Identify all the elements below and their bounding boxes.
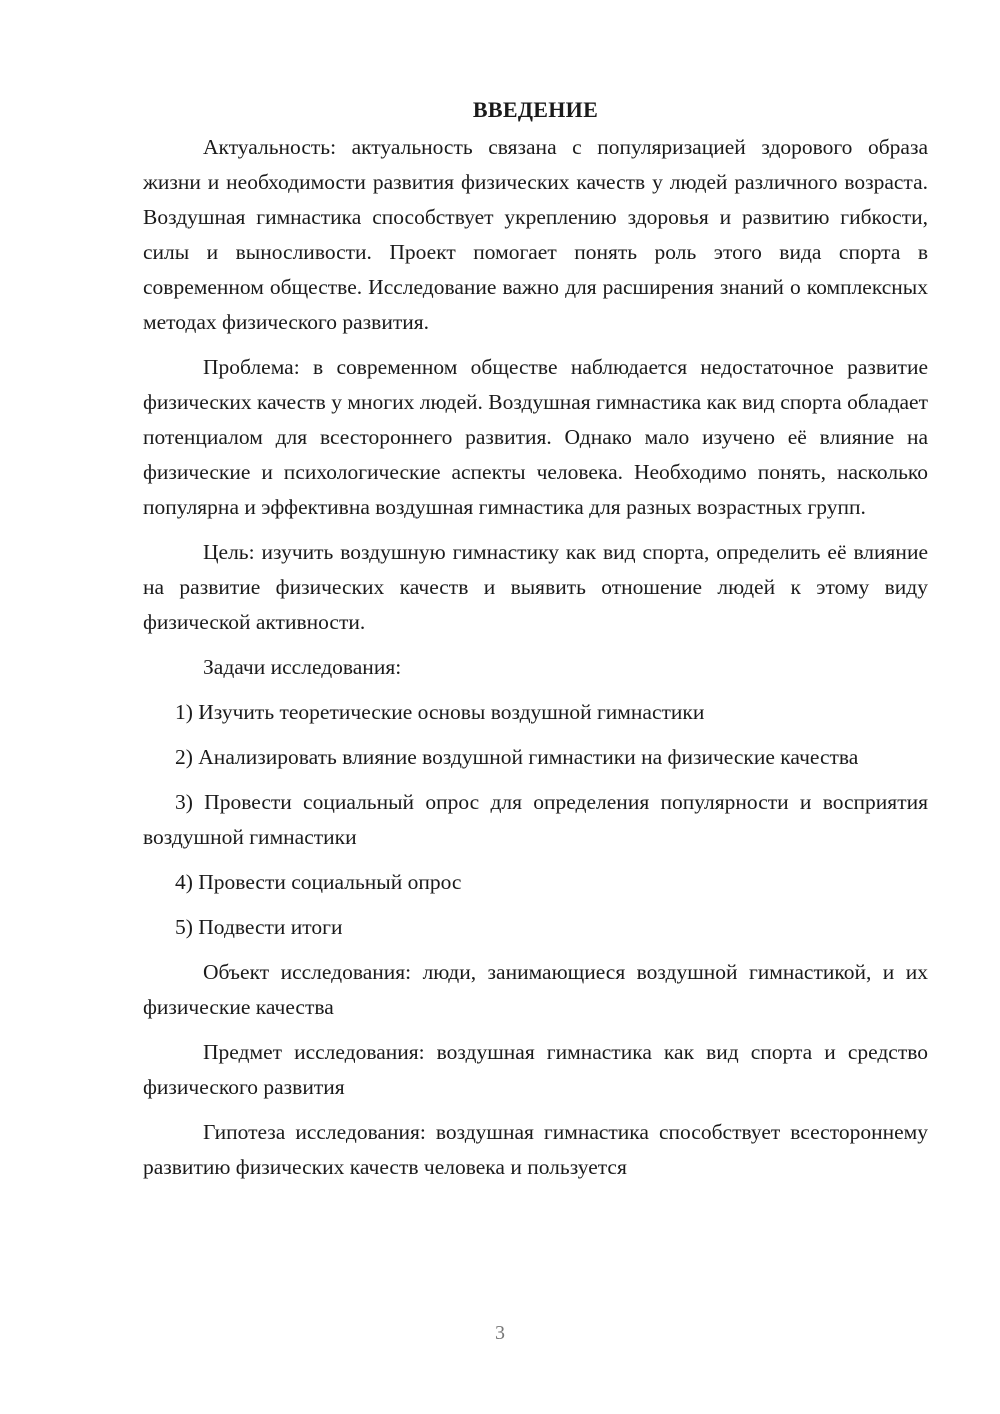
task-item: 4) Провести социальный опрос <box>175 870 462 894</box>
task-item: 2) Анализировать влияние воздушной гимнастики на физические качества <box>175 745 859 769</box>
goal-paragraph: Цель: изучить воздушную гимнастику как вид спорта, определить её влияние на развитие физических качеств и выявить отношение людей к этому виду физической активности. <box>143 540 928 634</box>
subject-paragraph: Предмет исследования: воздушная гимнастика как вид спорта и средство физического развития <box>143 1040 928 1099</box>
object-paragraph: Объект исследования: люди, занимающиеся воздушной гимнастикой, и их физические качества <box>143 960 928 1019</box>
problem-paragraph: Проблема: в современном обществе наблюдается недостаточное развитие физических качеств у многих людей. Воздушная гимнастика как вид спорта обладает потенциалом для всестороннего развития. Однако мало изучено её влияние на физические и психологические аспекты человека. Необходимо понять, насколько популярна и эффективна воздушная гимнастика для разных возрастных групп. <box>143 355 928 519</box>
hypothesis-paragraph: Гипотеза исследования: воздушная гимнастика способствует всестороннему развитию физических качеств человека и пользуется <box>143 1120 928 1179</box>
relevance-paragraph: Актуальность: актуальность связана с популяризацией здорового образа жизни и необходимости развития физических качеств у людей различного возраста. Воздушная гимнастика способствует укреплению здоровья и развитию гибкости, силы и выносливости. Проект помогает понять роль этого вида спорта в современном обществе. Исследование важно для расширения знаний о комплексных методах физического развития. <box>143 135 928 334</box>
task-item: 3) Провести социальный опрос для определения популярности и восприятия воздушной гимнастики <box>143 790 928 849</box>
section-title: ВВЕДЕНИЕ <box>472 97 599 122</box>
page-number: 3 <box>495 1322 505 1344</box>
task-item: 1) Изучить теоретические основы воздушной гимнастики <box>175 700 705 724</box>
task-item: 5) Подвести итоги <box>175 915 343 939</box>
document-page <box>143 92 928 1195</box>
tasks-heading: Задачи исследования: <box>203 655 402 679</box>
